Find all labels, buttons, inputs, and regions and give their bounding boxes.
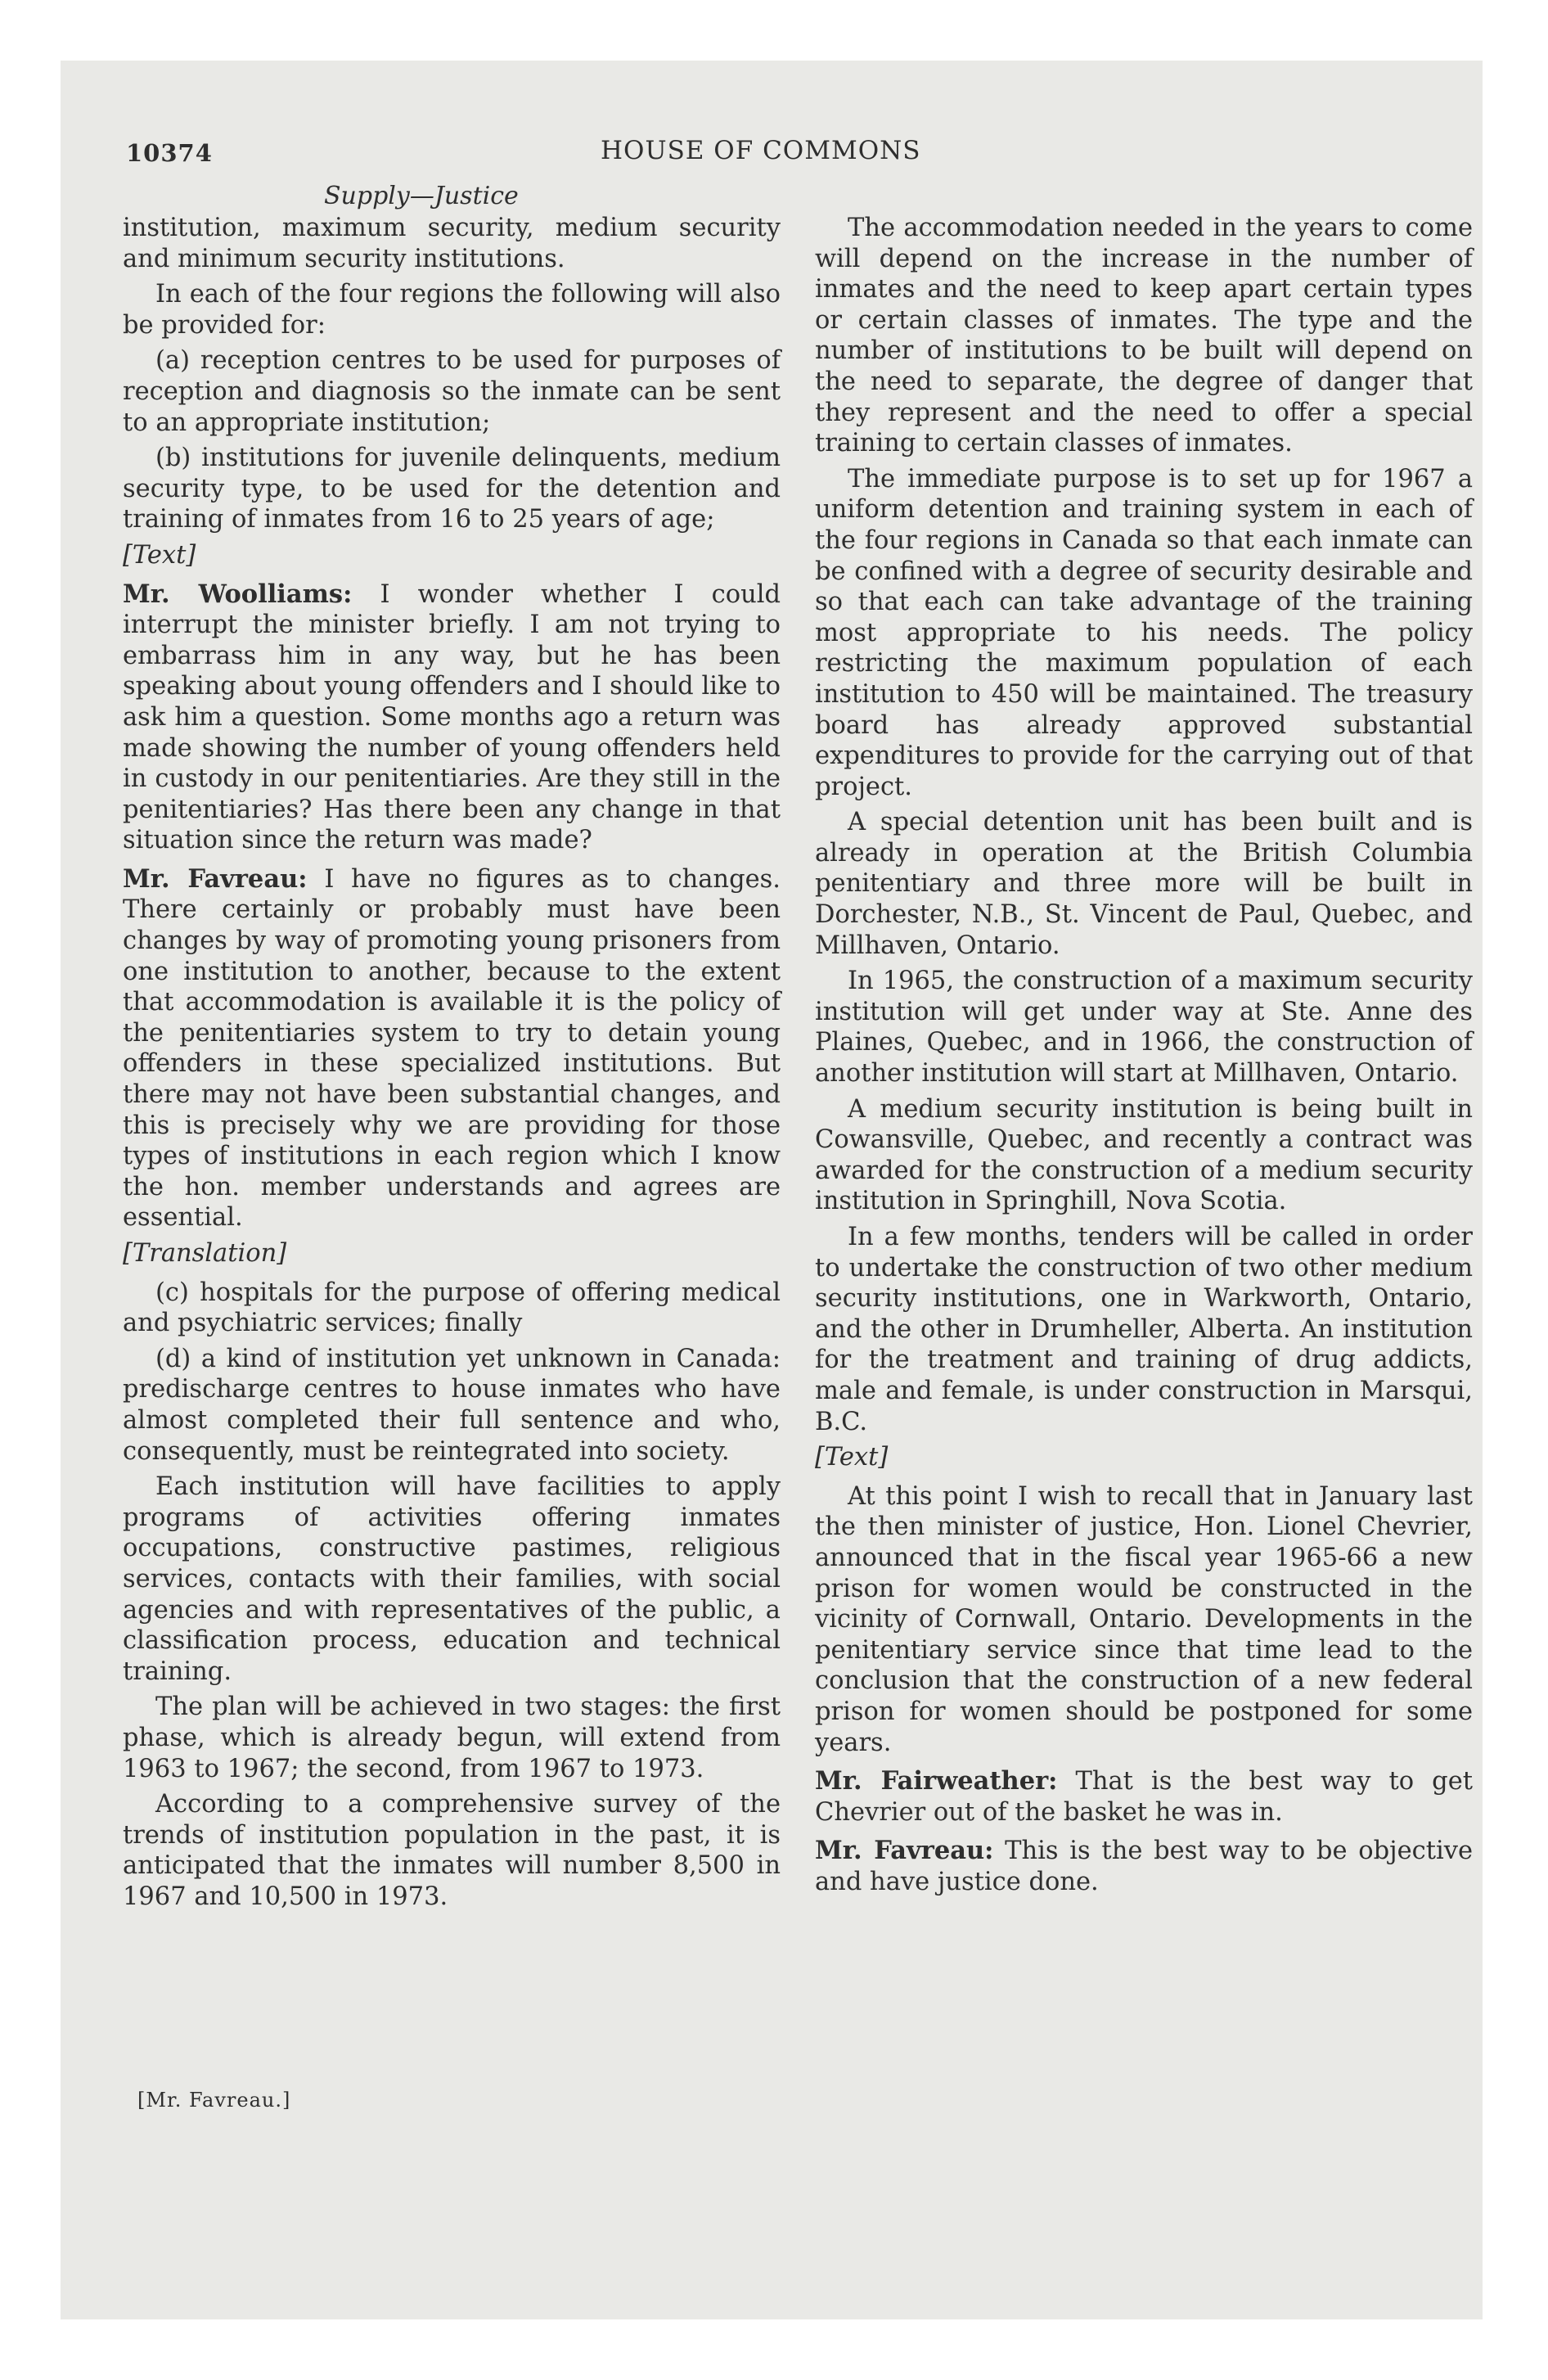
page-number: 10374	[126, 139, 213, 167]
paragraph: institution, maximum security, medium security and minimum security institutions.	[123, 214, 781, 273]
language-tag: [Translation]	[123, 1239, 287, 1268]
speech-text: I have no figures as to changes. There certainly or probably must have been changes by way of promoting young prisoners from one institution to another, because to the extent that accommodation is available it is the policy of the penitentiaries system to try to detain young offenders in these specialized institutions. But there may not have been substantial changes, and this is precisely why we are providing for those types of institutions in each region which I know the hon. member understands and agrees are essential.	[123, 864, 781, 1233]
paragraph: The plan will be achieved in two stages: the first phase, which is already begun, will extend from 1963 to 1967; the second, from 1967 to 1973.	[123, 1693, 781, 1783]
paragraph: The accommodation needed in the years to come will depend on the increase in the number of inmates and the need to keep apart certain types or certain classes of inmates. The type and the number of institutions to be built will depend on the need to separate, the degree of danger that they represent and the need to offer a special training to certain classes of inmates.	[815, 214, 1473, 458]
right-column	[815, 213, 1473, 1902]
paragraph: A special detention unit has been built and is already in operation at the British Columbia penitentiary and three more will be built in Dorchester, N.B., St. Vincent de Paul, Quebec, and Millhaven, Ontario.	[815, 808, 1473, 960]
speaker-name: Mr. Favreau:	[815, 1836, 994, 1866]
list-item: (d) a kind of institution yet unknown in Canada: predischarge centres to house inmates who have almost completed their full sentence and who, consequently, must be reintegrated into society.	[123, 1344, 781, 1466]
paragraph: Each institution will have facilities to apply programs of activities offering inmates occupations, constructive pastimes, religious services, contacts with their families, with social agencies and with representatives of the public, a classification process, education and technical training.	[123, 1472, 781, 1686]
paragraph: In 1965, the construction of a maximum security institution will get under way at Ste. Anne des Plaines, Quebec, and in 1966, the construction of another institution will start at Millhaven, Ontario.	[815, 967, 1473, 1089]
speech-text: That is the best way to get Chevrier out of the basket he was in.	[815, 1767, 1474, 1827]
speech-paragraph	[123, 864, 781, 1233]
footer-speaker-tag: [Mr. Favreau.]	[137, 2089, 291, 2112]
language-tag: [Text]	[123, 540, 196, 570]
paragraph: At this point I wish to recall that in January last the then minister of justice, Hon. Lionel Chevrier, announced that in the fiscal year 1965-66 a new prison for women would be constructed in the vicinity of Cornwall, Ontario. Developments in the penitentiary service since that time lead to the conclusion that the construction of a new federal prison for women should be postponed for some years.	[815, 1481, 1473, 1757]
speech-paragraph	[815, 1766, 1473, 1828]
list-item: (c) hospitals for the purpose of offering medical and psychiatric services; finally	[123, 1278, 781, 1338]
list-item: (b) institutions for juvenile delinquents, medium security type, to be used for the detention and training of inmates from 16 to 25 years of age;	[123, 444, 781, 534]
language-tag: [Text]	[815, 1443, 889, 1472]
speech-text: I wonder whether I could interrupt the minister briefly. I am not trying to embarrass him in any way, but he has been speaking about young offenders and I should like to ask him a question. Some months ago a return was made showing the number of young offenders held in custody in our penitentiaries. Are they still in the penitentiaries? Has there been any change in that situation since the return was made?	[123, 579, 781, 855]
paragraph: The immediate purpose is to set up for 1967 a uniform detention and training system in each of the four regions in Canada so that each inmate can be confined with a degree of security desirable and so that each can take advantage of the training most appropriate to his needs. The policy restricting the maximum population of each institution to 450 will be maintained. The treasury board has already approved substantial expenditures to provide for the carrying out of that project.	[815, 464, 1473, 801]
running-head: HOUSE OF COMMONS	[601, 136, 921, 165]
speech-paragraph	[815, 1836, 1473, 1897]
paragraph: According to a comprehensive survey of the trends of institution population in the past, it is anticipated that the inmates will number 8,500 in 1967 and 10,500 in 1973.	[123, 1790, 781, 1911]
paragraph: A medium security institution is being built in Cowansville, Quebec, and recently a contract was awarded for the construction of a medium security institution in Springhill, Nova Scotia.	[815, 1094, 1473, 1216]
section-heading: Supply—Justice	[324, 182, 519, 210]
speech-paragraph	[123, 579, 781, 856]
speaker-name: Mr. Favreau:	[123, 863, 308, 894]
list-item: (a) reception centres to be used for purposes of reception and diagnosis so the inmate can be sent to an appropriate institution;	[123, 346, 781, 437]
paragraph: In a few months, tenders will be called in order to undertake the construction of two other medium security institutions, one in Warkworth, Ontario, and the other in Drumheller, Alberta. An institution for the treatment and training of drug addicts, male and female, is under construction in Marsqui, B.C.	[815, 1223, 1473, 1436]
speech-text: This is the best way to be objective and have justice done.	[815, 1837, 1473, 1896]
paragraph: In each of the four regions the following will also be provided for:	[123, 280, 781, 340]
left-column	[123, 213, 781, 1917]
speaker-name: Mr. Fairweather:	[815, 1766, 1058, 1796]
speaker-name: Mr. Woolliams:	[123, 579, 353, 609]
